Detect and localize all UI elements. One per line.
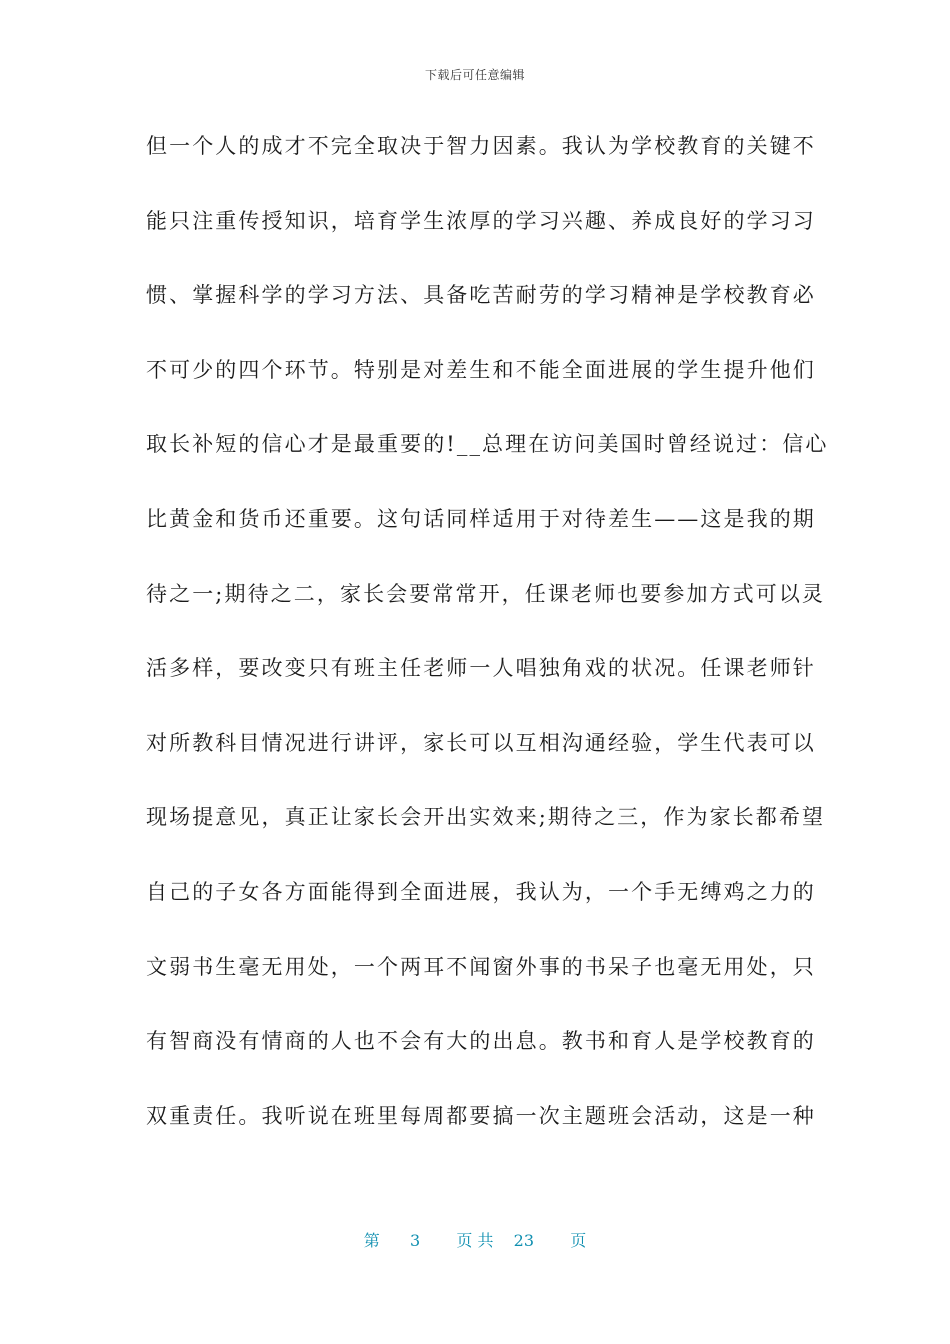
body-line-12: 文弱书生毫无用处，一个两耳不闻窗外事的书呆子也毫无用处，只 — [146, 954, 816, 979]
body-line-1: 但一个人的成才不完全取决于智力因素。我认为学校教育的关键不 — [146, 134, 816, 158]
body-line-9: 对所教科目情况进行讲评，家长可以互相沟通经验，学生代表可以 — [146, 730, 816, 755]
page-header-note: 下载后可任意编辑 — [424, 68, 525, 82]
body-line-5: 取长补短的信心才是最重要的!__总理在访问美国时曾经说过：信心 — [146, 432, 829, 457]
current-page-number: 3 — [409, 1231, 421, 1250]
body-line-14: 双重责任。我听说在班里每周都要搞一次主题班会活动，这是一种 — [146, 1103, 816, 1128]
total-pages-label: 页 共 — [456, 1231, 494, 1250]
page-label: 第 — [363, 1231, 380, 1250]
body-line-6: 比黄金和货币还重要。这句话同样适用于对待差生——这是我的期 — [146, 506, 816, 531]
document-body — [146, 126, 829, 1170]
body-line-10: 现场提意见，真正让家长会开出实效来;期待之三，作为家长都希望 — [146, 805, 826, 830]
body-line-2: 能只注重传授知识，培育学生浓厚的学习兴趣、养成良好的学习习 — [146, 208, 816, 233]
total-pages-number: 23 — [513, 1231, 534, 1250]
body-line-7: 待之一;期待之二，家长会要常常开，任课老师也要参加方式可以灵 — [146, 581, 826, 606]
page-suffix: 页 — [570, 1231, 587, 1250]
page-number-footer — [0, 1228, 950, 1251]
body-line-8: 活多样，要改变只有班主任老师一人唱独角戏的状况。任课老师针 — [146, 656, 816, 681]
body-line-11: 自己的子女各方面能得到全面进展，我认为，一个手无缚鸡之力的 — [146, 879, 816, 904]
body-line-13: 有智商没有情商的人也不会有大的出息。教书和育人是学校教育的 — [146, 1029, 816, 1054]
body-line-3: 惯、掌握科学的学习方法、具备吃苦耐劳的学习精神是学校教育必 — [146, 283, 816, 308]
body-line-4: 不可少的四个环节。特别是对差生和不能全面进展的学生提升他们 — [146, 357, 816, 382]
